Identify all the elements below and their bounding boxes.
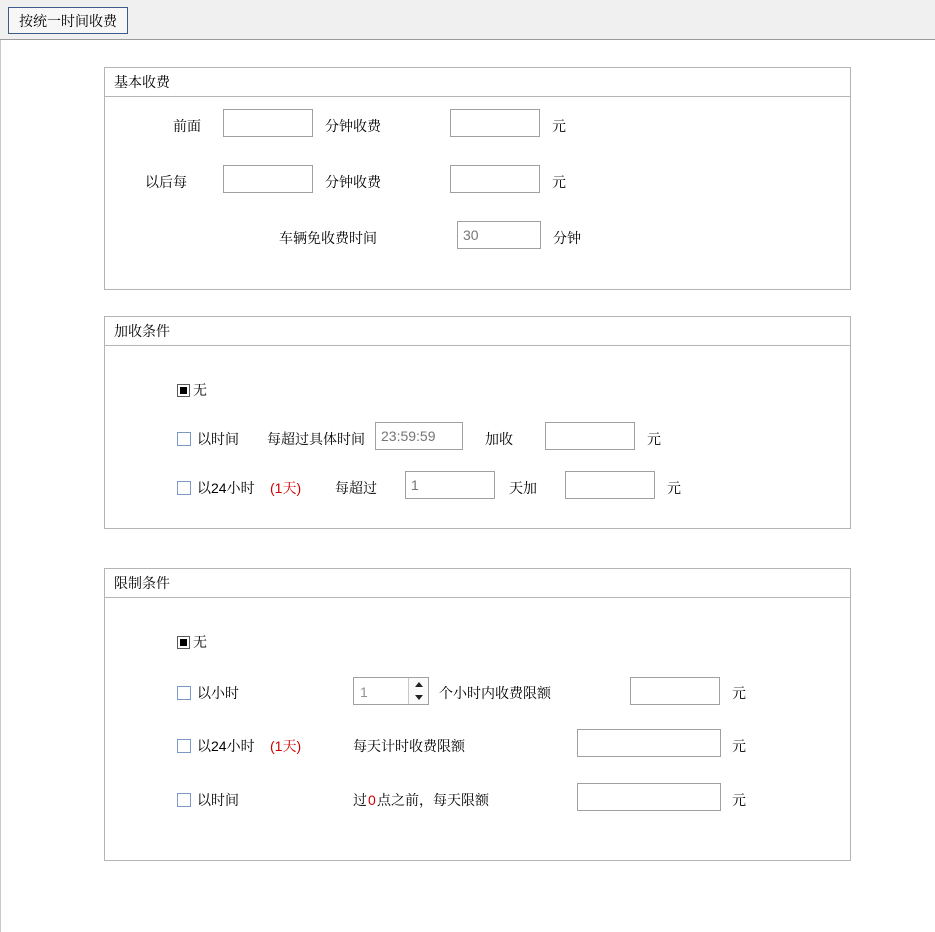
- limit-by-hour-checkbox[interactable]: [177, 686, 191, 700]
- label-subsequent-unit: 元: [552, 174, 566, 190]
- label-first-prefix: 前面: [173, 118, 201, 134]
- extra-by-time-desc: 每超过具体时间: [267, 431, 365, 447]
- first-minutes-input[interactable]: [223, 109, 313, 137]
- group-limit-title: 限制条件: [105, 569, 850, 598]
- settings-page: [0, 40, 935, 932]
- subsequent-minutes-input[interactable]: [223, 165, 313, 193]
- limit-none-radio-dot: [180, 639, 187, 646]
- label-each-after-prefix: 以后每: [145, 174, 187, 190]
- limit-none-label: 无: [193, 634, 207, 650]
- tab-strip: [0, 0, 935, 40]
- limit-hours-spinner-buttons[interactable]: [408, 678, 428, 704]
- extra-exceed-time-input[interactable]: [375, 422, 463, 450]
- extra-time-amount-input[interactable]: [545, 422, 635, 450]
- limit-by-time-checkbox[interactable]: [177, 793, 191, 807]
- group-basic-charge-title: 基本收费: [105, 68, 850, 97]
- limit-by-24h-checkbox[interactable]: [177, 739, 191, 753]
- extra-none-radio-dot: [180, 387, 187, 394]
- extra-none-radio[interactable]: [177, 384, 190, 397]
- limit-by-24h-label-suffix: (1天): [270, 738, 302, 754]
- limit-hour-unit: 元: [732, 685, 746, 701]
- extra-none-label: 无: [193, 382, 207, 398]
- free-time-input[interactable]: [457, 221, 541, 249]
- limit-time-desc-a: 过: [353, 792, 367, 808]
- extra-by-24h-label: 以24小时: [197, 480, 255, 496]
- spinner-up-icon[interactable]: [409, 678, 428, 691]
- limit-by-time-label: 以时间: [197, 792, 239, 808]
- limit-none-radio[interactable]: [177, 636, 190, 649]
- limit-by-24h-label: 以24小时: [197, 738, 255, 754]
- extra-by-24h-label-suffix: (1天): [270, 480, 302, 496]
- limit-time-desc-hour: 0: [368, 792, 376, 808]
- first-fee-input[interactable]: [450, 109, 540, 137]
- tab-unified-time-charging[interactable]: 按统一时间收费: [8, 7, 128, 34]
- extra-by-time-checkbox[interactable]: [177, 432, 191, 446]
- limit-time-desc-c: 点之前，每天限额: [377, 792, 489, 808]
- extra-by-time-label: 以时间: [197, 431, 239, 447]
- limit-24h-amount-input[interactable]: [577, 729, 721, 757]
- label-free-time-unit: 分钟: [553, 230, 581, 246]
- extra-exceed-days-input[interactable]: [405, 471, 495, 499]
- extra-by-24h-checkbox[interactable]: [177, 481, 191, 495]
- limit-time-unit: 元: [732, 792, 746, 808]
- spinner-down-icon[interactable]: [409, 691, 428, 704]
- group-basic-charge: [104, 67, 851, 290]
- limit-24h-desc: 每天计时收费限额: [353, 738, 465, 754]
- extra-add-label: 加收: [485, 431, 513, 447]
- limit-hour-amount-input[interactable]: [630, 677, 720, 705]
- group-extra-charge-title: 加收条件: [105, 317, 850, 346]
- label-subsequent-minutes-charge: 分钟收费: [325, 174, 381, 190]
- label-first-minutes-charge: 分钟收费: [325, 118, 381, 134]
- group-extra-charge-conditions: [104, 316, 851, 529]
- extra-24h-amount-input[interactable]: [565, 471, 655, 499]
- extra-24h-unit: 元: [667, 480, 681, 496]
- group-limit-conditions: [104, 568, 851, 861]
- label-first-unit: 元: [552, 118, 566, 134]
- subsequent-fee-input[interactable]: [450, 165, 540, 193]
- label-free-time: 车辆免收费时间: [279, 230, 377, 246]
- limit-by-hour-label: 以小时: [197, 685, 239, 701]
- extra-day-add-label: 天加: [509, 480, 537, 496]
- limit-hours-spinner-value: 1: [360, 684, 368, 700]
- extra-24h-desc: 每超过: [335, 480, 377, 496]
- limit-time-amount-input[interactable]: [577, 783, 721, 811]
- limit-hour-desc: 个小时内收费限额: [439, 685, 551, 701]
- limit-24h-unit: 元: [732, 738, 746, 754]
- extra-time-unit: 元: [647, 431, 661, 447]
- limit-hours-spinner[interactable]: [353, 677, 429, 705]
